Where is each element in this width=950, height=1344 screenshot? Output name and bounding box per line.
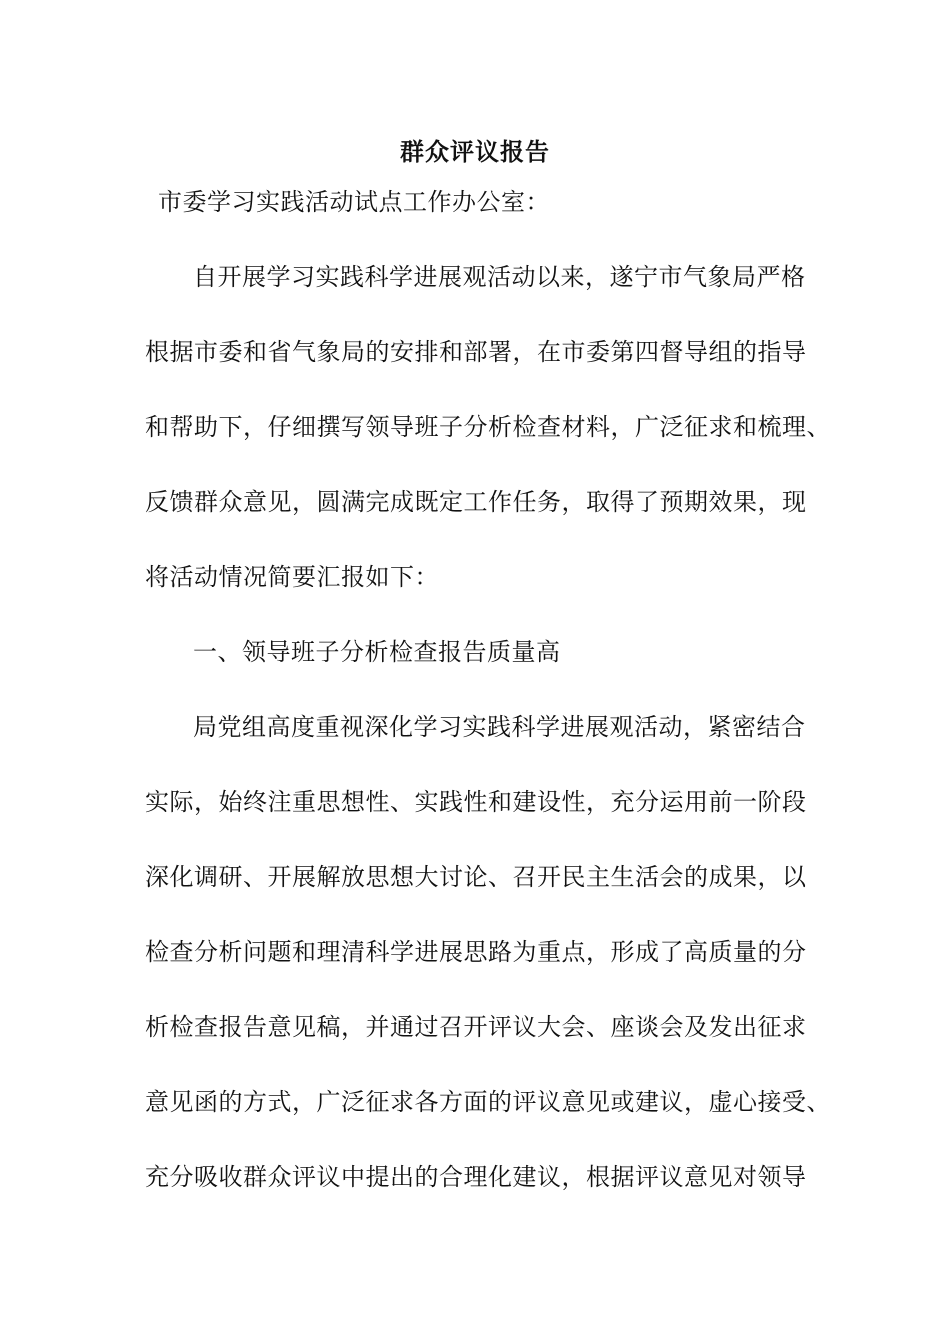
paragraph-2-line-1: 局党组高度重视深化学习实践科学进展观活动，紧密结合: [193, 713, 806, 741]
paragraph-1-line-4: 反馈群众意见，圆满完成既定工作任务，取得了预期效果，现: [145, 488, 807, 516]
paragraph-2-line-2: 实际，始终注重思想性、实践性和建设性，充分运用前一阶段: [145, 788, 807, 816]
paragraph-2-line-4: 检查分析问题和理清科学进展思路为重点，形成了高质量的分: [145, 938, 807, 966]
paragraph-1-line-1: 自开展学习实践科学进展观活动以来，遂宁市气象局严格: [193, 263, 806, 291]
section-1-heading: 一、领导班子分析检查报告质量高: [193, 638, 561, 666]
paragraph-2-line-7: 充分吸收群众评议中提出的合理化建议，根据评议意见对领导: [145, 1163, 807, 1191]
document-title: 群众评议报告: [400, 137, 550, 166]
paragraph-2-line-6: 意见函的方式，广泛征求各方面的评议意见或建议，虚心接受、: [145, 1088, 831, 1116]
paragraph-1-line-2: 根据市委和省气象局的安排和部署，在市委第四督导组的指导: [145, 338, 807, 366]
paragraph-1-line-3: 和帮助下，仔细撰写领导班子分析检查材料，广泛征求和梳理、: [145, 413, 831, 441]
paragraph-2-line-3: 深化调研、开展解放思想大讨论、召开民主生活会的成果，以: [145, 863, 807, 891]
salutation: 市委学习实践活动试点工作办公室：: [158, 188, 550, 216]
paragraph-2-line-5: 析检查报告意见稿，并通过召开评议大会、座谈会及发出征求: [145, 1013, 807, 1041]
paragraph-1-line-5: 将活动情况简要汇报如下：: [145, 563, 439, 591]
